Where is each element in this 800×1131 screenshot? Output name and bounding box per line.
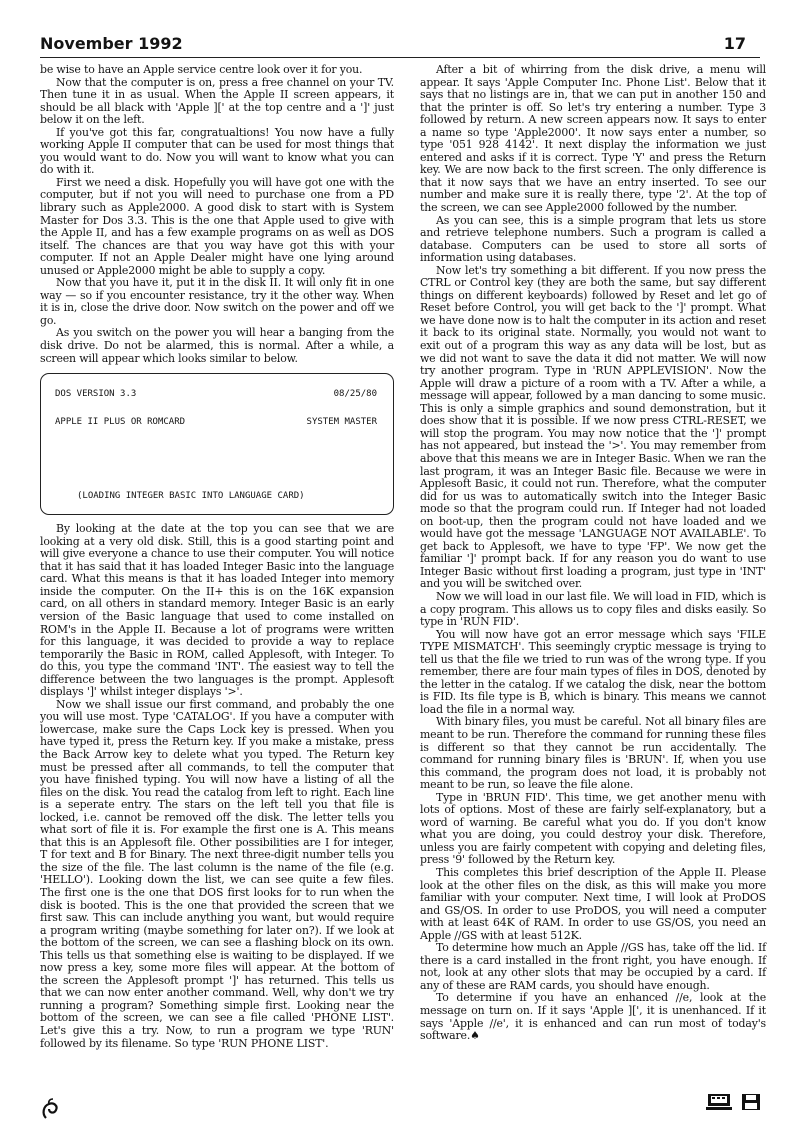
computer-icon: [706, 1094, 732, 1110]
screen-machine: APPLE II PLUS OR ROMCARD: [55, 417, 186, 428]
paragraph: Now we shall issue our first command, and probably the one you will use most. Type 'CATALOG'. If you have a computer with lowercase, make sure the Caps Lock key is pressed. When you have typed it, press the Return key. If you make a mistake, press the Back Arrow key to delete what you typed. The Return key must be pressed after all commands, to tell the computer that you have finished typing. You will now have a listing of all the files on the disk. You read the catalog from left to right. Each line is a seperate entry. The stars on the left tell you that file is locked, i.e. cannot be removed off the disk. The letter tells you what sort of file it is. For example the first one is A. This means that this is an Applesoft file. Other possibilities are I for integer, T for text and B for Binary. The next three-digit number tells you the size of the file. The last column is the name of the file (e.g. 'HELLO'). Looking down the list, we can see quite a few files. The first one is the one that DOS first looks for to run when the disk is booted. This is the one that provided the screen that we first saw. This can include anything you want, but would require a program writing (maybe something for later on?). If we look at the bottom of the screen, we can see a flashing block on its own. This tells us that something else is waiting to be displayed. If we now press a key, some more files will appear. At the bottom of the screen the Applesoft prompt ']' has returned. This tells us that we can now enter another command. Well, why don't we try running a program? Something simple first. Looking near the bottom of the screen, we can see a file called 'PHONE LIST'. Let's give this a try. Now, to run a program we type 'RUN' followed by its filename. So type 'RUN PHONE LIST'.: [40, 697, 394, 1050]
page-number: 17: [723, 34, 746, 53]
paragraph: Type in 'BRUN FID'. This time, we get another menu with lots of options. Most of these are fairly self-explanatory, but a word of warning. Be careful what you do. If you don't know what you are doing, you could destroy your disk. Therefore, unless you are fairly competent with copying and deleting files, press '9' followed by the Return key.: [420, 790, 766, 867]
paragraph: Now that you have it, put it in the disk II. It will only fit in one way — so if you encounter resistance, try it the other way. When it is in, close the drive door. Now switch on the power and off we go.: [40, 276, 394, 327]
screen-disk-name: SYSTEM MASTER: [306, 417, 377, 428]
paragraph: As you switch on the power you will hear a banging from the disk drive. Do not be alarmed, this is normal. After a while, a screen will appear which looks similar to below.: [40, 326, 394, 365]
paragraph: To determine how much an Apple //GS has, take off the lid. If there is a card installed in the front right, you have enough. If not, look at any other slots that may be occupied by a card. If any of these are RAM cards, you should have enough.: [420, 941, 766, 992]
end-mark: ♠: [470, 1029, 480, 1043]
paragraph: With binary files, you must be careful. Not all binary files are meant to be run. Therefore the command for running these files is different so that they cannot be run accidentally. The command for running binary files is 'BRUN'. If, when you use this command, the program does not load, it is probably not meant to be run, so leave the file alone.: [420, 715, 766, 792]
paragraph: You will now have got an error message which says 'FILE TYPE MISMATCH'. This seemingly cryptic message is trying to tell us that the file we tried to run was of the wrong type. If you remember, there are four main types of files in DOS, denoted by the letter in the catalog. If we catalog the disk, near the bottom is FID. Its file type is B, which is binary. This means we cannot load the file in a normal way.: [420, 627, 766, 716]
paragraph-text: To determine if you have an enhanced //e, look at the message on turn on. If it says 'Apple ][', it is unenhanced. If it says 'Apple //e', it is enhanced and can run most of today's software.: [420, 991, 766, 1043]
header-rule: [40, 57, 760, 58]
left-column: [40, 64, 394, 1050]
paragraph: First we need a disk. Hopefully you will have got one with the computer, but if not you will need to purchase one from a PD library such as Apple2000. A good disk to start with is System Master for Dos 3.3. This is the one that Apple used to give with the Apple II, and has a few example programs on as well as DOS itself. The chances are that you way have got this with your computer. If not an Apple Dealer might have one lying around unused or Apple2000 might be able to supply a copy.: [40, 175, 394, 277]
issue-date: November 1992: [40, 34, 183, 53]
apple-screen-figure: [40, 373, 394, 515]
paragraph: Now that the computer is on, press a free channel on your TV. Then tune it in as usual. When the Apple II screen appears, it should be all black with 'Apple ][' at the top centre and a ']' just below it on the left.: [40, 75, 394, 127]
paragraph: Now let's try something a bit different. If you now press the CTRL or Control key (they are both the same, but say different things on different keyboards) followed by Reset and let go of Reset before Control, you will get back to the ']' prompt. What we have done now is to halt the computer in its action and reset it back to its original state. Normally, you would not want to exit out of a program this way as any data will be lost, but as we did not want to save the data it did not matter. We will now try another program. Type in 'RUN APPLEVISION'. Now the Apple will draw a picture of a room with a TV. After a while, a message will appear, followed by a man dancing to some music. This is only a simple graphics and sound demonstration, but it does show that it is possible. If we now press CTRL-RESET, we will stop the program. You may now notice that the ']' prompt has not appeared, but instead the '>'. You may remember from above that this means we are in Integer Basic. When we ran the last program, it was an Integer Basic file. Because we were in Applesoft Basic, it could not run. Therefore, what the computer did for us was to automatically switch into the Integer Basic mode so that the program could run. If Integer had not loaded on boot-up, then the program could not have loaded and we would have got the message 'LANGUAGE NOT AVAILABLE'. To get back to Applesoft, we have to type 'FP'. We now get the familiar ']' prompt back. If for any reason you do want to use Integer Basic without first loading a program, just type in 'INT' and you will be switched over.: [420, 263, 766, 591]
paragraph: By looking at the date at the top you can see that we are looking at a very old disk. Still, this is a good starting point and will give everyone a chance to use their computer. You will notice that it has said that it has loaded Integer Basic into the language card. What this means is that it has loaded Integer into memory inside the computer. On the II+ this is on the 16K expansion card, on all others in standard memory. Integer Basic is an early version of the Basic language that used to come installed on ROM's in the Apple II. Because a lot of programs were written for this language, it was decided to provide a way to replace temporarily the Basic in ROM, called Applesoft, with Integer. To do this, you type the command 'INT'. The easiest way to tell the difference between the two languages is the prompt. Applesoft displays ']' whilst integer displays '>'.: [40, 522, 394, 699]
paragraph: [420, 992, 766, 1042]
paragraph: If you've got this far, congratualtions! You now have a fully working Apple II computer that can be used for most things that you would want to do. Now you will want to know what you can do with it.: [40, 125, 394, 177]
paragraph: Now we will load in our last file. We will load in FID, which is a copy program. This allows us to copy files and disks easily. So type in 'RUN FID'.: [420, 589, 766, 629]
paragraph: This completes this brief description of the Apple II. Please look at the other files on the disk, as this will make you more familiar with your computer. Next time, I will look at ProDOS and GS/OS. In order to use ProDOS, you will need a computer with at least 64K of RAM. In order to use GS/OS, you need an Apple //GS with at least 512K.: [420, 866, 766, 942]
disk-icon: [742, 1094, 760, 1110]
paragraph: After a bit of whirring from the disk drive, a menu will appear. It says 'Apple Computer Inc. Phone List'. Below that it says that no listings are in, that we can put in another 150 and that the printer is off. So let's try entering a number. Type 3 followed by return. A new screen appears now. It says to enter a name so type 'Apple2000'. It now says enter a number, so type '051 928 4142'. It next display the information we just entered and asks if it is correct. Type 'Y' and press the Return key. We are now back to the first screen. The only difference is that it now says that we have an entry inserted. To see our number and make sure it is really there, type '2'. At the top of the screen, we can see Apple2000 followed by the number.: [420, 63, 766, 215]
right-column: [420, 64, 766, 1043]
footer-icons: [706, 1092, 766, 1112]
magazine-logo-icon: [40, 1098, 62, 1122]
screen-loading-message: (LOADING INTEGER BASIC INTO LANGUAGE CARD): [77, 490, 305, 501]
screen-date: 08/25/80: [333, 389, 377, 400]
paragraph: be wise to have an Apple service centre look over it for you.: [40, 63, 363, 76]
paragraph: As you can see, this is a simple program that lets us store and retrieve telephone numbers. Such a program is called a database. Computers can be used to store all sorts of information using databases.: [420, 213, 766, 265]
screen-dos-version: DOS VERSION 3.3: [55, 389, 137, 400]
page-header: [40, 34, 760, 58]
